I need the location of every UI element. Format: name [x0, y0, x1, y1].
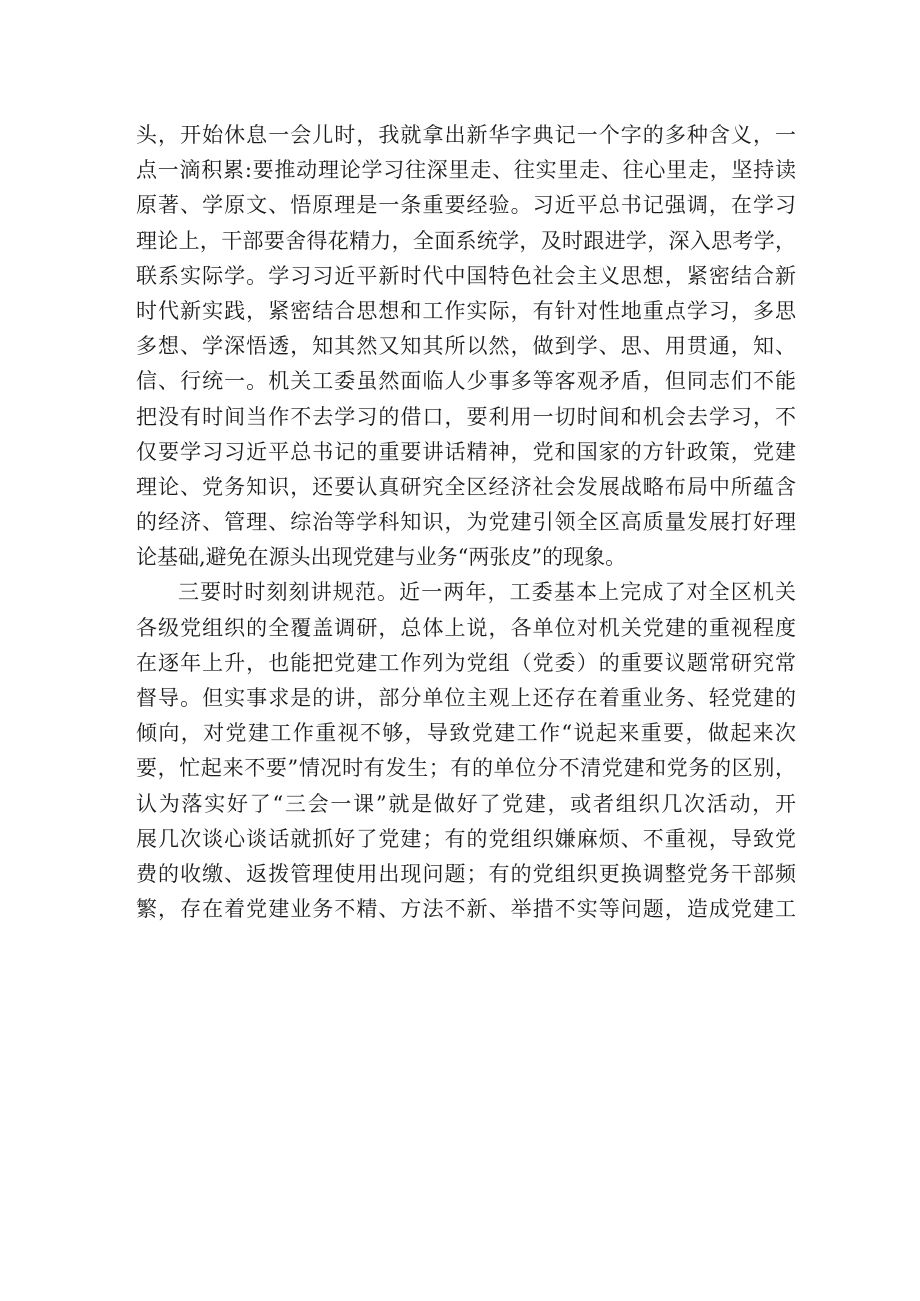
text-line: 理论上，干部要舍得花精力，全面系统学，及时跟进学，深入思考学，	[136, 228, 796, 253]
text-line: 要，忙起来不要”情况时有发生；有的单位分不清党建和党务的区别，	[136, 756, 796, 781]
paragraph-2	[136, 575, 796, 927]
text-line: 头，开始休息一会儿时，我就拿出新华字典记一个字的多种含义，一	[136, 123, 796, 147]
text-line: 论基础,避免在源头出现党建与业务“两张皮”的现象。	[136, 545, 627, 570]
text-line: 繁，存在着党建业务不精、方法不新、举措不实等问题，造成党建工	[136, 897, 796, 922]
text-line: 仅要学习习近平总书记的重要讲话精神，党和国家的方针政策，党建	[136, 439, 796, 464]
text-line: 倾向，对党建工作重视不够，导致党建工作“说起来重要，做起来次	[136, 721, 796, 746]
paragraph-1	[136, 118, 796, 575]
text-line: 联系实际学。学习习近平新时代中国特色社会主义思想，紧密结合新	[136, 263, 796, 288]
text-line: 把没有时间当作不去学习的借口，要利用一切时间和机会去学习，不	[136, 404, 796, 429]
text-line: 多想、学深悟透，知其然又知其所以然，做到学、思、用贯通，知、	[136, 334, 796, 359]
text-line: 展几次谈心谈话就抓好了党建；有的党组织嫌麻烦、不重视，导致党	[136, 826, 796, 851]
text-line: 费的收缴、返拨管理使用出现问题；有的党组织更换调整党务干部频	[136, 861, 796, 886]
text-line: 督导。但实事求是的讲，部分单位主观上还存在着重业务、轻党建的	[136, 686, 796, 710]
text-line: 三要时时刻刻讲规范。近一两年，工委基本上完成了对全区机关	[178, 580, 796, 605]
text-line: 认为落实好了“三会一课”就是做好了党建，或者组织几次活动，开	[136, 791, 796, 816]
text-line: 在逐年上升，也能把党建工作列为党组（党委）的重要议题常研究常	[136, 650, 796, 675]
text-line: 信、行统一。机关工委虽然面临人少事多等客观矛盾，但同志们不能	[136, 369, 796, 394]
text-line: 各级党组织的全覆盖调研，总体上说，各单位对机关党建的重视程度	[136, 615, 796, 640]
body-text	[136, 118, 796, 927]
text-line: 点一滴积累:要推动理论学习往深里走、往实里走、往心里走，坚持读	[136, 158, 796, 183]
text-line: 的经济、管理、综治等学科知识，为党建引领全区高质量发展打好理	[136, 510, 796, 535]
text-line: 原著、学原文、悟原理是一条重要经验。习近平总书记强调，在学习	[136, 193, 796, 218]
text-line: 时代新实践，紧密结合思想和工作实际，有针对性地重点学习，多思	[136, 298, 796, 323]
text-line: 理论、党务知识，还要认真研究全区经济社会发展战略布局中所蕴含	[136, 474, 796, 499]
